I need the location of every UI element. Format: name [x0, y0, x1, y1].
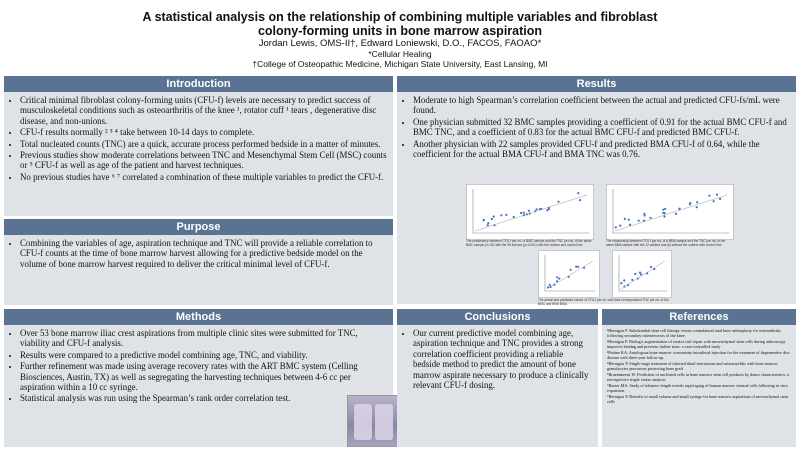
scatter-point — [536, 208, 538, 210]
reference-item: ²Hernigou P. Biologic augmentation of rotator cuff repair with mesenchymal stem cells during arthroscopy improves healing and prevents further tears: a case-controlled study — [607, 339, 786, 349]
scatter-plot-2 — [607, 185, 733, 239]
scatter-point — [513, 216, 515, 218]
scatter-point — [638, 220, 640, 222]
scatter-point — [696, 206, 698, 208]
scatter-point — [493, 215, 495, 217]
scatter-point — [619, 225, 621, 227]
intro-bullet: • Total nucleated counts (TNC) are a quick, accurate process performed bedside in a matter of minutes. — [20, 139, 387, 149]
references-heading: References — [602, 309, 796, 325]
conclusions-heading: Conclusions — [397, 309, 598, 325]
intro-bullet: • No previous studies have ⁶ ⁷ correlated a combination of these multiple variables to predict the CFU-f. — [20, 172, 387, 182]
methods-list — [4, 328, 393, 404]
chart-axes — [613, 189, 729, 233]
scatter-point — [689, 202, 691, 204]
scatter-point — [577, 192, 579, 194]
conclusions-list — [397, 328, 598, 390]
figure-1-caption: The relationship between CFU-f per mL of BMC sample and the TNC per mL of the same BMC sample (n=32) with the 95 authors (p<0.001) with the outliers and control line. — [466, 239, 592, 247]
scatter-plot-3b — [613, 251, 671, 297]
scatter-point — [549, 284, 551, 286]
scatter-point — [708, 195, 710, 197]
conclusions-bullet: • Our current predictive model combining age, aspiration technique and TNC provides a strong correlation coefficient providing a reliable bedside method to predict the amount of bone marrow aspirate necessary to produce a clinically relevant CFU-f dosing. — [413, 328, 592, 390]
reference-item: ⁵Bruemmerstr W. Prediction of nucleated cells in bone marrow stem cell products by donor characteristics: a retrospective single center analysis — [607, 372, 789, 382]
scatter-point — [500, 214, 502, 216]
reference-item: ⁴Hernigou P. Single-stage treatment of infected tibial non-unions and osteomyelitis with bone marrow granulocytes precursors protecting bone graft — [607, 361, 778, 371]
scatter-point — [631, 279, 633, 281]
scatter-point — [579, 199, 581, 201]
results-bullet: • One physician submitted 32 BMC samples providing a coefficient of 0.91 for the actual BMC CFU-f and BMC TNC, and a coefficient of 0.83 for the actual BMC CFU-f and predicted BMC CFU-f. — [413, 117, 790, 138]
scatter-point — [487, 224, 489, 226]
trend-line — [615, 195, 727, 231]
scatter-plot-1 — [467, 185, 593, 239]
results-bullet: • Another physician with 22 samples provided CFU-f and predicted BMA CFU-f of 0.64, while the coefficient for the actual BMA CFU-f and BMA TNC was 0.76. — [413, 139, 790, 160]
poster-title-line1: A statistical analysis on the relationship of combining multiple variables and fibroblast — [142, 10, 658, 24]
affiliation-2: †College of Osteopathic Medicine, Michigan State University, East Lansing, MI — [252, 59, 548, 69]
figure-1-chart — [466, 184, 594, 240]
trend-line — [621, 261, 665, 289]
purpose-heading: Purpose — [4, 219, 393, 235]
methods-bullet: • Statistical analysis was run using the Spearman’s rank order correlation test. — [20, 393, 333, 403]
affiliation-1: *Cellular Healing — [368, 49, 432, 59]
intro-bullet: • Critical minimal fibroblast colony-forming units (CFU-f) levels are necessary to predict success of musculoskeletal conditions such as osteoarthritis of the knee ¹, rotator cuff ¹ tears , degenerative disc disease, and non-unions. — [20, 95, 387, 126]
scatter-point — [719, 198, 721, 200]
scatter-point — [487, 222, 489, 224]
scatter-point — [620, 282, 622, 284]
trend-line — [547, 261, 593, 289]
figure-2-caption: The relationship between CFU-f per mL of a BMA sample and the TNC per mL of the same BMA sample with the 22 outliers and (b) without the outliers with control line. — [606, 239, 726, 247]
scatter-point — [634, 273, 636, 275]
figure-3-caption: The actual and predicted values of CFU-f per mL with their correspondent TNC per mL of the BMC and BMA BMA. — [538, 298, 669, 306]
scatter-point — [650, 266, 652, 268]
reference-item: ⁷Hernigou P. Benefits of small volume and small syringe for bone marrow aspirations of mesenchymal stem cells — [607, 394, 789, 404]
trend-line — [475, 195, 587, 231]
chart-axes — [473, 189, 589, 233]
scatter-point — [505, 214, 507, 216]
bone-marrow-bags-photo — [347, 395, 401, 447]
scatter-point — [628, 219, 630, 221]
scatter-point — [639, 272, 641, 274]
intro-bullet: • Previous studies show moderate correlations between TNC and Mesenchymal Stem Cell (MSC) counts or ⁵ CFU-f as well as age of the patient and harvest techniques. — [20, 150, 387, 171]
figure-3b-chart — [612, 250, 672, 298]
results-heading: Results — [397, 76, 796, 92]
reference-item: ⁶Baxter MA. Study of telomere length reveals rapid aging of human marrow stromal cells following in vitro expansion. — [607, 383, 788, 393]
methods-bullet: • Results were compared to a predictive model combining age, TNC, and viability. — [20, 350, 383, 360]
scatter-point — [491, 218, 493, 220]
results-bullet: • Moderate to high Spearman’s correlation coefficient between the actual and predicted CFU-fs/mL were found. — [413, 95, 790, 116]
scatter-point — [629, 224, 631, 226]
scatter-plot-3a — [539, 251, 599, 297]
methods-bullet: • Over 53 bone marrow iliac crest aspirations from multiple clinic sites were submitted for TNC, viability and CFU-f analysis. — [20, 328, 383, 349]
scatter-point — [575, 266, 577, 268]
conclusions-panel — [397, 309, 598, 447]
poster-authors: Jordan Lewis, OMS-II†, Edward Loniewski, D.O., FACOS, FAOAO* — [258, 38, 542, 49]
scatter-point — [663, 215, 665, 217]
scatter-point — [556, 280, 558, 282]
scatter-point — [558, 278, 560, 280]
introduction-heading: Introduction — [4, 76, 393, 92]
scatter-point — [557, 201, 559, 203]
purpose-list — [4, 238, 393, 269]
references-panel — [602, 309, 796, 447]
introduction-panel — [4, 76, 393, 216]
scatter-point — [483, 219, 485, 221]
methods-heading: Methods — [4, 309, 393, 325]
scatter-point — [523, 212, 525, 214]
methods-bullet: • Further refinement was made using average recovery rates with the ART BMC system (Celling Biosciences, Austin, TX) as well as segregating the harvesting techniques between 4-6 cc per aspiration within a 10 cc syringe. — [20, 361, 383, 392]
scatter-point — [662, 209, 664, 211]
scatter-point — [624, 218, 626, 220]
scatter-point — [713, 200, 715, 202]
scatter-point — [716, 194, 718, 196]
introduction-list — [4, 95, 393, 182]
scatter-point — [528, 210, 530, 212]
scatter-point — [679, 208, 681, 210]
figure-2-chart — [606, 184, 734, 240]
scatter-point — [520, 212, 522, 214]
reference-item: ¹Hernigou P. Subchondral stem cell therapy versus contralateral total knee arthroplasty for osteoarthritis following secondary osteonecrosis of the knee. — [607, 328, 781, 338]
purpose-bullet: • Combining the variables of age, aspiration technique and TNC will provide a reliable correlation to CFU-f counts at the time of bone marrow harvest allowing for a predictive bedside model on the volume of bone marrow harvest required to deliver the critical minimal level of CFU-f. — [20, 238, 387, 269]
references-list — [607, 328, 791, 404]
figure-3a-chart — [538, 250, 600, 298]
scatter-point — [675, 213, 677, 215]
methods-panel — [4, 309, 393, 447]
purpose-panel — [4, 219, 393, 305]
scatter-point — [577, 266, 579, 268]
scatter-point — [696, 201, 698, 203]
intro-bullet: • CFU-f results normally ² ³ ⁴ take between 10-14 days to complete. — [20, 127, 387, 137]
scatter-point — [650, 217, 652, 219]
scatter-point — [623, 279, 625, 281]
poster-title-line2: colony-forming units in bone marrow aspiration — [257, 24, 543, 38]
results-list — [397, 95, 796, 159]
scatter-point — [664, 212, 666, 214]
reference-item: ³Pettine KA. Autologous bone marrow concentrate intradiscal injection for the treatment of degenerative disc disease with three-year follow-up. — [607, 350, 790, 360]
scatter-point — [615, 226, 617, 228]
poster-header — [0, 0, 800, 72]
scatter-point — [556, 276, 558, 278]
scatter-point — [664, 208, 666, 210]
scatter-point — [570, 269, 572, 271]
scatter-point — [643, 213, 645, 215]
